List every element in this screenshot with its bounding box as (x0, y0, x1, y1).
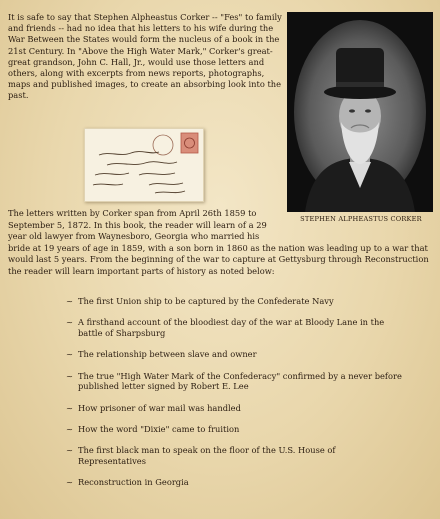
list-item-text: The relationship between slave and owner (78, 349, 257, 360)
list-marker: ~ (66, 477, 73, 488)
list-marker: ~ (66, 317, 73, 328)
body-paragraph-first: The letters written by Corker span from April 26th 1859 to September 5, 1872. In this book, the reader will learn of a 29 year old lawyer from Waynesboro, Georgia who married his (8, 208, 267, 242)
list-marker: ~ (66, 296, 73, 306)
list-item (66, 317, 406, 339)
list-item-text: The true "High Water Mark of the Confederacy" confirmed by a never before published letter signed by Robert E. Lee (78, 370, 402, 392)
list-item-text: Reconstruction in Georgia (78, 477, 189, 488)
portrait-caption: STEPHEN ALPHEASTUS CORKER (300, 215, 422, 223)
handwritten-envelope (85, 129, 203, 201)
list-item-text: How prisoner of war mail was handled (78, 402, 241, 413)
intro-paragraph: It is safe to say that Stephen Alpheastus Corker -- "Fes" to family and friends -- had no idea that his letters to his wife during the War Between the States would form the nucleus of a book in the 21st Century. In "Above the High Water Mark," Corker's great-great grandson, John C. Hall, Jr., would use those letters and others, along with excerpts from news reports, photographs, maps and published images, to create an absorbing look into the past. (8, 12, 282, 101)
portrait-image (287, 12, 433, 212)
list-marker: ~ (66, 349, 73, 360)
list-item (66, 349, 406, 360)
envelope-image (84, 128, 204, 202)
list-item (66, 424, 406, 435)
body-paragraph (8, 208, 436, 278)
list-item (66, 296, 406, 307)
list-item-text: How the word "Dixie" came to fruition (78, 424, 240, 435)
body-paragraph-rest: bride at 19 years of age in 1859, with a son born in 1860 as the nation was leading up to a war that would last 5 years. From the beginning of the war to capture at Gettysburg through Reconstruction the reader will learn important parts of history as noted below: (8, 242, 429, 276)
list-item-text: A firsthand account of the bloodiest day of the war at Bloody Lane in the battle of Sharpsburg (78, 317, 385, 339)
list-item (66, 445, 406, 467)
list-item (66, 371, 406, 393)
history-facts-list (66, 296, 406, 499)
list-item (66, 477, 406, 488)
list-marker: ~ (66, 445, 73, 456)
list-item-text: The first black man to speak on the floor of the U.S. House of Representatives (78, 445, 336, 467)
list-item-text: The first Union ship to be captured by the Confederate Navy (78, 296, 334, 306)
list-marker: ~ (66, 402, 73, 413)
list-marker: ~ (66, 424, 73, 435)
portrait-photo (287, 12, 433, 212)
list-marker: ~ (66, 370, 73, 381)
list-item (66, 403, 406, 414)
